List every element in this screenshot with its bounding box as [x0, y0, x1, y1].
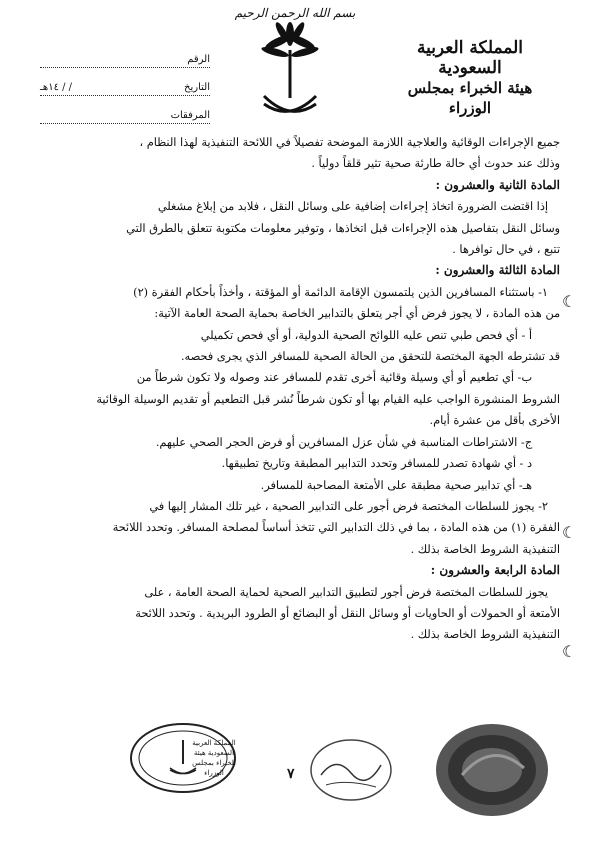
article-23-p2-line-2: الفقرة (١) من هذه المادة ، بما في ذلك التدابير التي تتخذ أساساً لمصلحة المسافر. وتحدد اللائحة	[112, 521, 560, 535]
article-23-heading: المادة الثالثة والعشرون :	[435, 263, 560, 278]
article-24-line-2: الأمتعة أو الحمولات أو الحاويات أو وسائل النقل أو البضائع أو الطرود البريدية . وتحدد اللائحة	[135, 606, 560, 620]
embossed-seal-icon	[432, 720, 552, 820]
document-body	[36, 132, 560, 646]
article-23-a-line-2: قد تشترطه الجهة المختصة للتحقق من الحالة الصحية للمسافر الذي يجرى فحصه.	[180, 350, 560, 364]
margin-mark-icon: ☾	[562, 523, 577, 542]
article-23-e-line: هـ- أي تدابير صحية مطبقة على الأمتعة المصاحبة للمسافر.	[260, 478, 532, 492]
document-meta	[40, 42, 210, 126]
article-24-line-3: التنفيذية الشروط الخاصة بذلك .	[410, 628, 560, 642]
intro-line-1: جميع الإجراءات الوقائية والعلاجية اللازمة الموضحة تفصيلاً في اللائحة التنفيذية لهذا النظام ،	[139, 136, 560, 149]
ref-label: الرقم	[187, 54, 210, 65]
stamp-text: المملكة العربية السعودية هيئة الخبراء بمجلس الوزراء	[192, 739, 236, 777]
margin-mark-icon: ☾	[562, 292, 577, 311]
article-23-a-line-1: أ - أي فحص طبي تنص عليه اللوائح الصحية الدولية، أو أي فحص تكميلي	[200, 328, 532, 342]
country-name: المملكة العربية السعودية	[416, 38, 524, 78]
article-23-p2-line-1: ٢- يجوز للسلطات المختصة فرض أجور على التدابير الصحية ، غير تلك المشار إليها في	[149, 499, 548, 513]
article-23-b-line-3: الأخرى بأقل من عشرة أيام.	[429, 414, 560, 428]
attachments-row	[40, 98, 210, 124]
saudi-emblem-icon	[260, 20, 320, 125]
article-23-p1-line-2: من هذه المادة ، لا يجوز فرض أي أجر يتعلق بالتدابير الخاصة بحماية الصحة العامة الآتية:	[154, 307, 560, 321]
article-23-p1-line-1: ١- باستثناء المسافرين الذين يلتمسون الإقامة الدائمة أو المؤقتة ، وأخذاً بأحكام الفقرة (٢)	[133, 285, 548, 299]
article-24-heading: المادة الرابعة والعشرون :	[430, 563, 560, 578]
basmala: بسم الله الرحمن الرحيم	[234, 6, 356, 20]
article-22-line-1: إذا اقتضت الضرورة اتخاذ إجراءات إضافية على وسائل النقل ، فلابد من إبلاغ مشغلي	[157, 200, 548, 214]
intro-line-2: وذلك عند حدوث أي حالة طارئة صحية تثير قلقاً دولياً .	[311, 157, 560, 171]
signature-stamp-icon	[306, 735, 396, 805]
article-23-c-line: ج- الاشتراطات المناسبة في شأن عزل المسافرين أو فرض الحجر الصحي عليهم.	[155, 435, 532, 449]
article-22-line-3: تتبع ، في حال توافرها .	[452, 243, 560, 257]
article-23-b-line-2: الشروط المنشورة الواجب عليه القيام بها أو تكون شرطاً نُشر قبل التطعيم أو تقديم الوسيلة الوقائية	[96, 392, 560, 406]
article-23-d-line: د - أي شهادة تصدر للمسافر وتحدد التدابير المطبقة وتاريخ تطبيقها.	[221, 457, 532, 471]
page-number: ٧	[287, 766, 295, 782]
article-22-heading: المادة الثانية والعشرون :	[435, 177, 560, 192]
agency-name: هيئة الخبراء بمجلس الوزراء	[407, 79, 533, 117]
date-row	[40, 70, 210, 96]
ref-row	[40, 42, 210, 68]
margin-mark-icon: ☾	[562, 642, 577, 661]
article-23-p2-line-3: التنفيذية الشروط الخاصة بذلك .	[410, 542, 560, 556]
date-label: التاريخ	[184, 82, 210, 93]
attachments-label: المرفقات	[170, 110, 210, 121]
article-23-b-line-1: ب- أي تطعيم أو أي وسيلة وقائية أخرى تقدم للمسافر عند وصوله ولا تكون شرطاً من	[136, 371, 532, 385]
letterhead-title	[385, 38, 555, 118]
date-value: / / ١٤هـ	[40, 82, 73, 93]
article-22-line-2: وسائل النقل بتفاصيل هذه الإجراءات قبل اتخاذها ، وتوفير معلومات مكتوبة تتعلق بالطرق التي	[126, 221, 560, 235]
article-24-line-1: يجوز للسلطات المختصة فرض أجور لتطبيق التدابير الصحية لحماية الصحة العامة ، على	[144, 585, 548, 599]
